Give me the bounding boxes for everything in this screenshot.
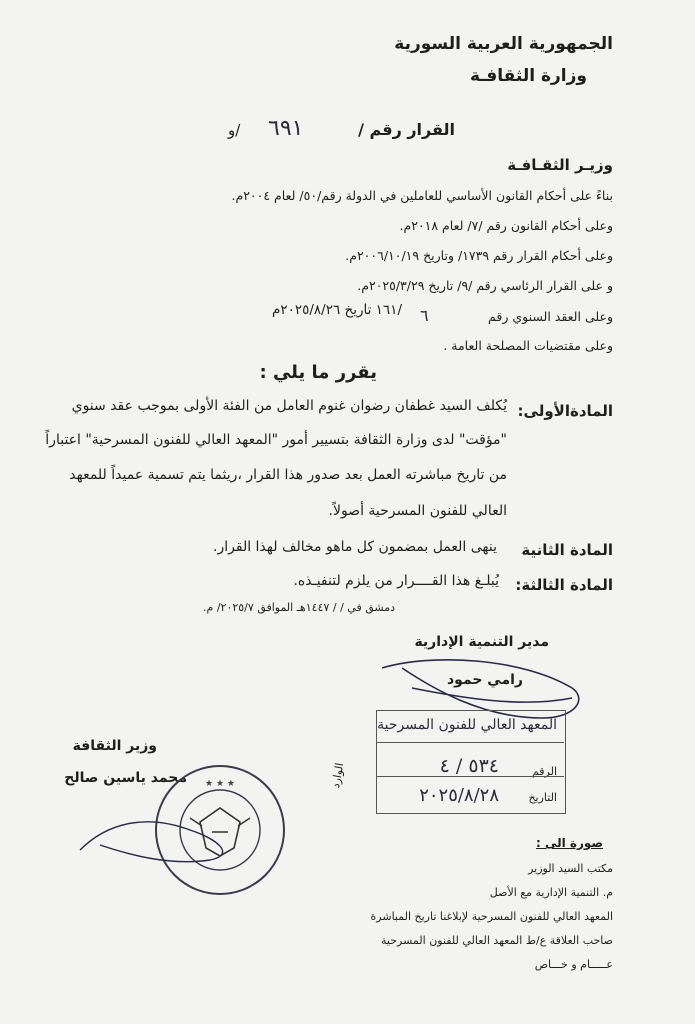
article-first-line: من تاريخ مباشرته العمل بعد صدور هذا القرار ،ريثما يتم تسمية عميداً للمعهد	[69, 467, 507, 483]
decides-heading: يقرر ما يلي :	[259, 362, 377, 383]
copy-item: المعهد العالي للفنون المسرحية لإبلاغنا تاريخ المباشرة	[370, 910, 613, 923]
copy-item: عـــــام و خـــاص	[534, 958, 613, 971]
admin-title: مدير التنمية الإدارية	[414, 634, 549, 650]
preamble-line: بناءً على أحكام القانون الأساسي للعاملين في الدولة رقم/٥٠/ لعام ٢٠٠٤م.	[231, 188, 613, 203]
copy-item: م. التنمية الإدارية مع الأصل	[489, 886, 613, 899]
stamp-side-label: الوارد	[329, 761, 347, 790]
copy-item: صاحب العلاقة ع/ط المعهد العالي للفنون المسرحية	[381, 934, 613, 947]
article-first-label: المادةالأولى:	[517, 402, 613, 420]
preamble-line: وعلى مقتضيات المصلحة العامة .	[443, 338, 613, 353]
svg-text:★ ★ ★: ★ ★ ★	[205, 779, 235, 789]
admin-name: رامي حمود	[446, 672, 523, 688]
stamp-date-label: التاريخ	[528, 791, 557, 804]
article-first-line: العالي للفنون المسرحية أصولاً.	[328, 503, 507, 519]
minister-signature-icon	[70, 800, 250, 870]
article-first-line: يُكلف السيد غطفان رضوان غنوم العامل من الفئة الأولى بموجب عقد سنوي	[71, 398, 507, 414]
minister-title: وزيـر الثقـافـة	[507, 156, 613, 174]
contract-number: ٦	[420, 306, 429, 325]
incoming-stamp	[329, 710, 566, 814]
preamble-line: و على القرار الرئاسي رقم /٩/ تاريخ ٢٠٢٥/٣/٢٩م.	[357, 278, 613, 293]
article-third-label: المادة الثالثة:	[515, 576, 613, 594]
ministry-header: وزارة الثقافـة	[470, 66, 587, 86]
article-third-text: يُبلـغ هذا القــــرار من يلزم لتنفيـذه.	[293, 573, 499, 589]
minister-sign-name: محمد ياسين صالح	[64, 770, 187, 786]
stamp-number-label: الرقم	[531, 765, 557, 778]
contract-date: /١٦١ تاريخ ٢٠٢٥/٨/٢٦م	[272, 302, 402, 318]
copies-title: صورة الى :	[535, 836, 603, 850]
decree-number: ٦٩١	[268, 116, 304, 141]
minister-sign-title: وزير الثقافة	[72, 738, 157, 754]
article-first-line: "مؤقت" لدى وزارة الثقافة بتسيير أمور "المعهد العالي للفنون المسرحية" اعتباراً	[45, 432, 507, 448]
article-second-text: ينهى العمل بمضمون كل ماهو مخالف لهذا القرار.	[213, 539, 497, 555]
preamble-line: وعلى أحكام القانون رقم /٧/ لعام ٢٠١٨م.	[399, 218, 613, 233]
stamp-number-value: ٥٣٤ / ٤	[439, 755, 499, 777]
decree-label: القرار رقم /	[358, 120, 455, 139]
republic-header: الجمهورية العربية السورية	[394, 34, 613, 54]
stamp-institute: المعهد العالي للفنون المسرحية	[377, 717, 557, 733]
copy-item: مكتب السيد الوزير	[528, 862, 613, 875]
preamble-line: وعلى أحكام القرار رقم ١٧٣٩/ وتاريخ ٢٠٠٦/١٠/١٩م.	[345, 248, 613, 263]
stamp-date-value: ٢٠٢٥/٨/٢٨	[419, 785, 499, 806]
preamble-line: وعلى العقد السنوي رقم	[488, 309, 613, 324]
decree-suffix: /و	[228, 121, 241, 139]
article-second-label: المادة الثانية	[521, 541, 613, 559]
date-line: دمشق في / / ١٤٤٧هـ الموافق ٢٠٢٥/٧/ م.	[203, 601, 395, 614]
